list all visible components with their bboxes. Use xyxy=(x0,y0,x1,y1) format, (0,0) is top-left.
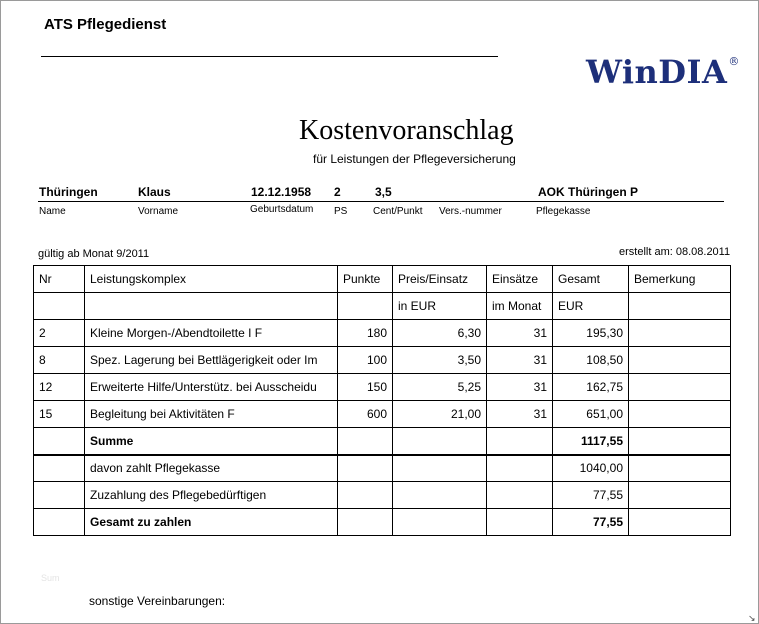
cell-service: Erweiterte Hilfe/Unterstütz. bei Ausscheidu xyxy=(85,374,338,401)
created-date xyxy=(619,246,730,258)
cell-remark xyxy=(629,401,731,428)
cell-nr: 15 xyxy=(34,401,85,428)
company-underline xyxy=(41,56,498,57)
table-row xyxy=(34,347,731,374)
created-label: erstellt am: xyxy=(619,246,673,258)
cell-price: 21,00 xyxy=(393,401,487,428)
unit-cell: in EUR xyxy=(393,293,487,320)
sum-row xyxy=(34,428,731,455)
document-title: Kostenvoranschlag xyxy=(299,115,514,146)
unit-cell xyxy=(629,293,731,320)
created-value: 08.08.2011 xyxy=(675,246,731,258)
cell-total: 108,50 xyxy=(553,347,629,374)
total-due-row xyxy=(34,509,731,536)
header-cell: Gesamt xyxy=(553,266,629,293)
label-birth-date: Geburtsdatum xyxy=(250,204,314,215)
cent-per-point: 3,5 xyxy=(375,185,392,199)
header-cell: Punkte xyxy=(338,266,393,293)
insurance-pays-row xyxy=(34,455,731,482)
cell-total: 651,00 xyxy=(553,401,629,428)
cell-points: 600 xyxy=(338,401,393,428)
other-agreements: sonstige Vereinbarungen: xyxy=(89,594,226,608)
cell-remark xyxy=(629,320,731,347)
cell-remark xyxy=(629,374,731,401)
cell-points: 100 xyxy=(338,347,393,374)
services-table xyxy=(33,265,731,536)
cell-price: 6,30 xyxy=(393,320,487,347)
cell-service: Spez. Lagerung bei Bettlägerigkeit oder Im xyxy=(85,347,338,374)
cell-service: Begleitung bei Aktivitäten F xyxy=(85,401,338,428)
header-cell: Einsätze xyxy=(487,266,553,293)
table-row xyxy=(34,401,731,428)
care-level: 2 xyxy=(334,185,341,199)
company-name: ATS Pflegedienst xyxy=(44,16,167,33)
patient-first-name: Klaus xyxy=(138,185,171,199)
table-row xyxy=(34,374,731,401)
label-insurance-number: Vers.-nummer xyxy=(439,206,502,217)
header-cell: Bemerkung xyxy=(629,266,731,293)
cell-nr: 2 xyxy=(34,320,85,347)
cell-count: 31 xyxy=(487,320,553,347)
cell-nr: 8 xyxy=(34,347,85,374)
cell-price: 5,25 xyxy=(393,374,487,401)
total-due-value: 77,55 xyxy=(553,509,629,536)
header-cell: Leistungskomplex xyxy=(85,266,338,293)
cell-count: 31 xyxy=(487,401,553,428)
table-header-row xyxy=(34,266,731,293)
resize-corner-icon: ↘ xyxy=(748,613,756,623)
header-cell: Nr xyxy=(34,266,85,293)
copayment-label: Zuzahlung des Pflegebedürftigen xyxy=(85,482,338,509)
unit-cell: EUR xyxy=(553,293,629,320)
label-cent-per-point: Cent/Punkt xyxy=(373,206,423,217)
cell-remark xyxy=(629,347,731,374)
unit-cell xyxy=(34,293,85,320)
sum-value: 1117,55 xyxy=(553,428,629,455)
insurance-name: AOK Thüringen P xyxy=(538,185,638,199)
registered-mark: ® xyxy=(728,55,740,68)
sum-label: Summe xyxy=(85,428,338,455)
label-name: Name xyxy=(39,206,66,217)
label-first-name: Vorname xyxy=(138,206,179,217)
birth-date: 12.12.1958 xyxy=(251,185,312,199)
unit-cell: im Monat xyxy=(487,293,553,320)
info-divider xyxy=(38,201,724,202)
windia-logo xyxy=(586,53,740,91)
unit-cell xyxy=(338,293,393,320)
cell-total: 195,30 xyxy=(553,320,629,347)
table-row xyxy=(34,320,731,347)
cell-points: 150 xyxy=(338,374,393,401)
copayment-row xyxy=(34,482,731,509)
label-insurance: Pflegekasse xyxy=(536,206,591,217)
cell-nr: 12 xyxy=(34,374,85,401)
document-subtitle: für Leistungen der Pflegeversicherung xyxy=(313,152,516,166)
cell-total: 162,75 xyxy=(553,374,629,401)
insurance-pays-value: 1040,00 xyxy=(553,455,629,482)
cell-points: 180 xyxy=(338,320,393,347)
cell-price: 3,50 xyxy=(393,347,487,374)
total-due-label: Gesamt zu zahlen xyxy=(85,509,338,536)
cell-count: 31 xyxy=(487,347,553,374)
header-cell: Preis/Einsatz xyxy=(393,266,487,293)
faint-watermark-text: Sum xyxy=(41,573,60,583)
table-units-row xyxy=(34,293,731,320)
copayment-value: 77,55 xyxy=(553,482,629,509)
logo-text: WinDIA xyxy=(586,53,728,91)
label-care-level: PS xyxy=(334,206,348,217)
patient-name: Thüringen xyxy=(39,185,98,199)
unit-cell xyxy=(85,293,338,320)
valid-from: gültig ab Monat 9/2011 xyxy=(38,248,150,260)
insurance-pays-label: davon zahlt Pflegekasse xyxy=(85,455,338,482)
cell-count: 31 xyxy=(487,374,553,401)
cell-service: Kleine Morgen-/Abendtoilette I F xyxy=(85,320,338,347)
